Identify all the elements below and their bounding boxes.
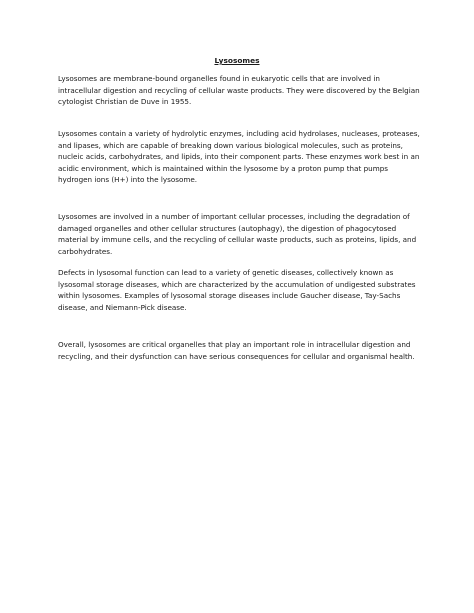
paragraph-intro: Lysosomes are membrane-bound organelles found in eukaryotic cells that are involved in intracellular digestion and recycling of cellular waste products. They were discovered by the Belgian cytologist Christian de Duve in 1955. [58, 74, 420, 107]
paragraph-enzymes: Lysosomes contain a variety of hydrolytic enzymes, including acid hydrolases, nucleases, proteases, and lipases, which are capable of breaking down various biological molecules, such as proteins, nucleic acids, carbohydrates, and lipids, into their component parts. These enzymes work best in an acidic environment, which is maintained within the lysosome by a proton pump that pumps hydrogen ions (H+) into the lysosome. [58, 129, 420, 185]
paragraph-processes: Lysosomes are involved in a number of important cellular processes, including the degradation of damaged organelles and other cellular structures (autophagy), the digestion of phagocytosed material by immune cells, and the recycling of cellular waste products, such as proteins, lipids, and carbohydrates. [58, 212, 417, 256]
paragraph-diseases: Defects in lysosomal function can lead to a variety of genetic diseases, collectively known as lysosomal storage diseases, which are characterized by the accumulation of undigested substrates within lysosomes. Examples of lysosomal storage diseases include Gaucher disease, Tay-Sachs disease, and Niemann-Pick disease. [58, 268, 416, 312]
document-title: Lysosomes [214, 56, 260, 65]
paragraph-conclusion: Overall, lysosomes are critical organelles that play an important role in intracellular digestion and recycling, and their dysfunction can have serious consequences for cellular and organismal health. [58, 340, 415, 361]
